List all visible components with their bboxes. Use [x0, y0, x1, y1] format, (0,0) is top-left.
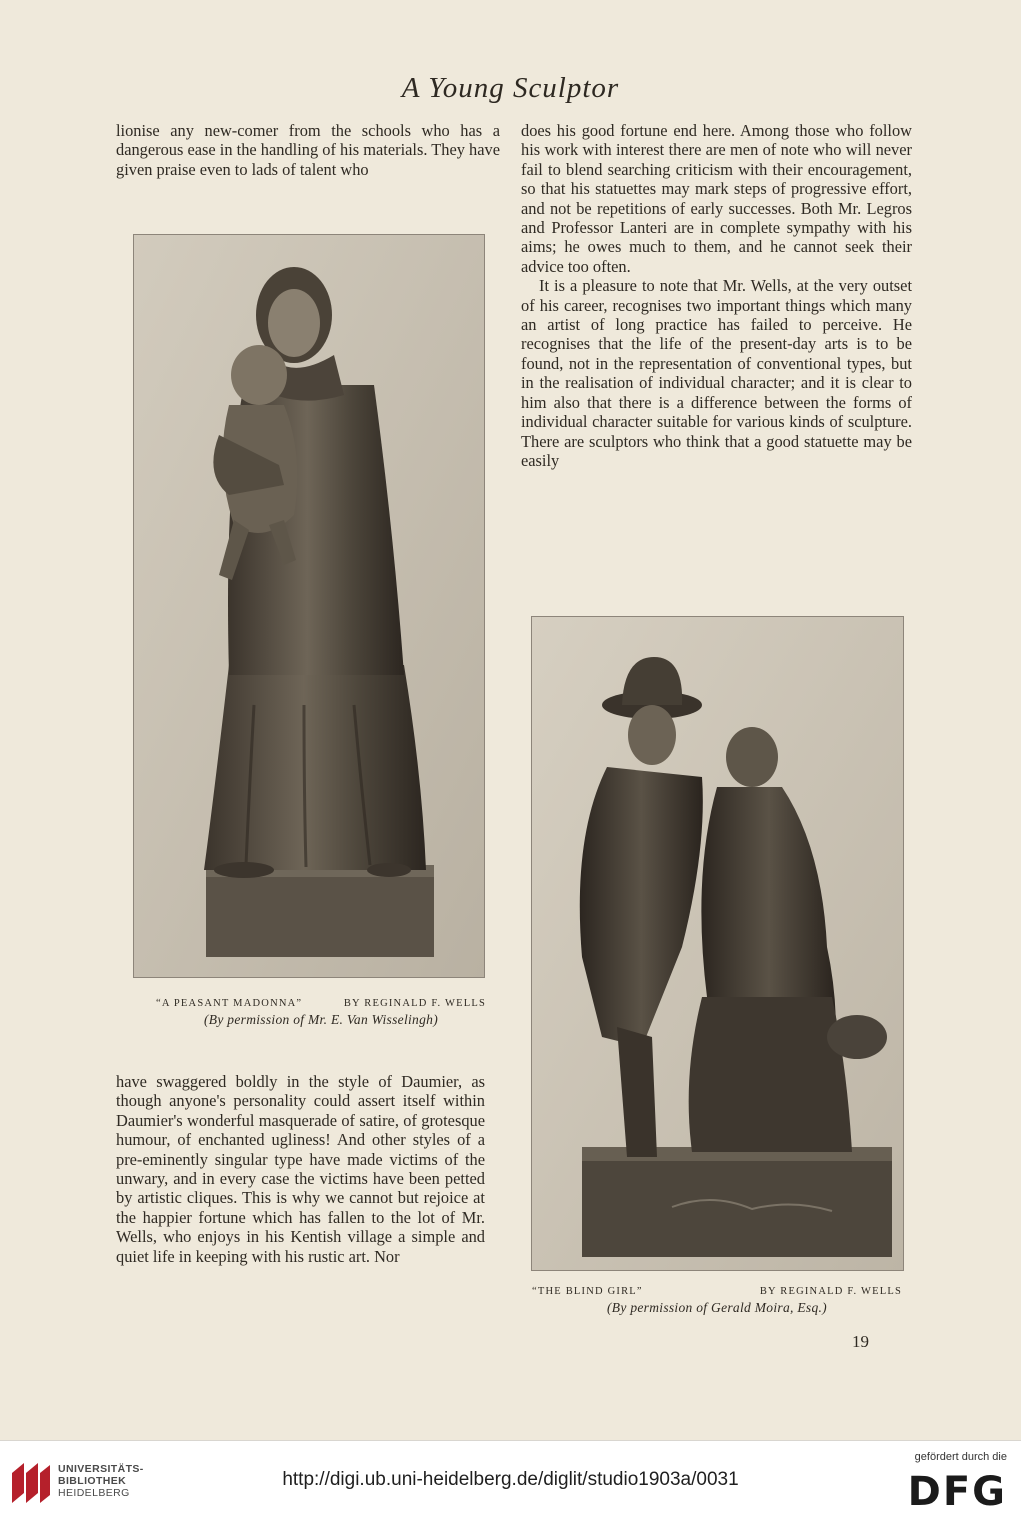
left-column-bottom-text	[116, 1072, 485, 1266]
figure-title: “A PEASANT MADONNA”	[156, 998, 303, 1009]
figure-artist: BY REGINALD F. WELLS	[343, 998, 486, 1009]
paragraph: lionise any new-comer from the schools who has a dangerous ease in the handling of his materials. They have given praise even to lads of talent who	[116, 121, 500, 179]
blind-girl-photograph	[531, 616, 904, 1271]
figure-artist: BY REGINALD F. WELLS	[759, 1286, 902, 1297]
blind-girl-caption	[532, 1286, 902, 1316]
peasant-madonna-photograph	[133, 234, 485, 978]
digitization-footer	[0, 1440, 1021, 1526]
peasant-madonna-statue-image	[134, 235, 484, 977]
peasant-madonna-caption	[156, 998, 486, 1028]
page-number: 19	[852, 1332, 869, 1351]
funding-note: gefördert durch die	[914, 1451, 1007, 1463]
library-name: UNIVERSITÄTS- BIBLIOTHEK HEIDELBERG	[58, 1463, 144, 1499]
permalink-url[interactable]: http://digi.ub.uni-heidelberg.de/diglit/studio1903a/0031	[282, 1469, 739, 1490]
figure-title: “THE BLIND GIRL”	[532, 1286, 643, 1297]
running-head: A Young Sculptor	[401, 72, 620, 104]
paragraph: It is a pleasure to note that Mr. Wells, at the very outset of his career, recognises two important things which many an artist of long practice has failed to perceive. He recognises that the life of the present-day arts is to be found, not in the representation of conventional types, but in the realisation of individual character; and it is clear to him also that there is a difference between the forms of individual character suitable for various kinds of sculpture. There are sculptors who think that a good statuette may be easily	[521, 276, 912, 470]
paragraph: does his good fortune end here. Among those who follow his work with interest there are men of note who will never fail to blend searching criticism with their encouragement, so that his statuettes may mark steps of progressive effort, and not be repetitions of early successes. Both Mr. Legros and Professor Lanteri are in complete sympathy with his aims; he owes much to them, and he cannot seek their advice too often.	[521, 121, 912, 276]
right-column-text	[521, 121, 912, 470]
blind-girl-statue-image	[532, 617, 903, 1270]
left-column-top-text	[116, 121, 500, 179]
paragraph: have swaggered boldly in the style of Daumier, as though anyone's personality could assert itself within Daumier's wonderful masquerade of satire, of grotesque humour, of enchanted ugliness! And other styles of a pre-eminently singular type have made victims of the unwary, and in every case the victims have been petted by artistic cliques. This is why we cannot but rejoice at the happier fortune which has fallen to the lot of Mr. Wells, who enjoys in his Kentish village a simple and quiet life in keeping with his rustic art. Nor	[116, 1072, 485, 1266]
dfg-logo: DFG	[907, 1469, 1007, 1515]
figure-credit: (By permission of Gerald Moira, Esq.)	[607, 1300, 827, 1315]
figure-credit: (By permission of Mr. E. Van Wisselingh)	[204, 1012, 438, 1027]
